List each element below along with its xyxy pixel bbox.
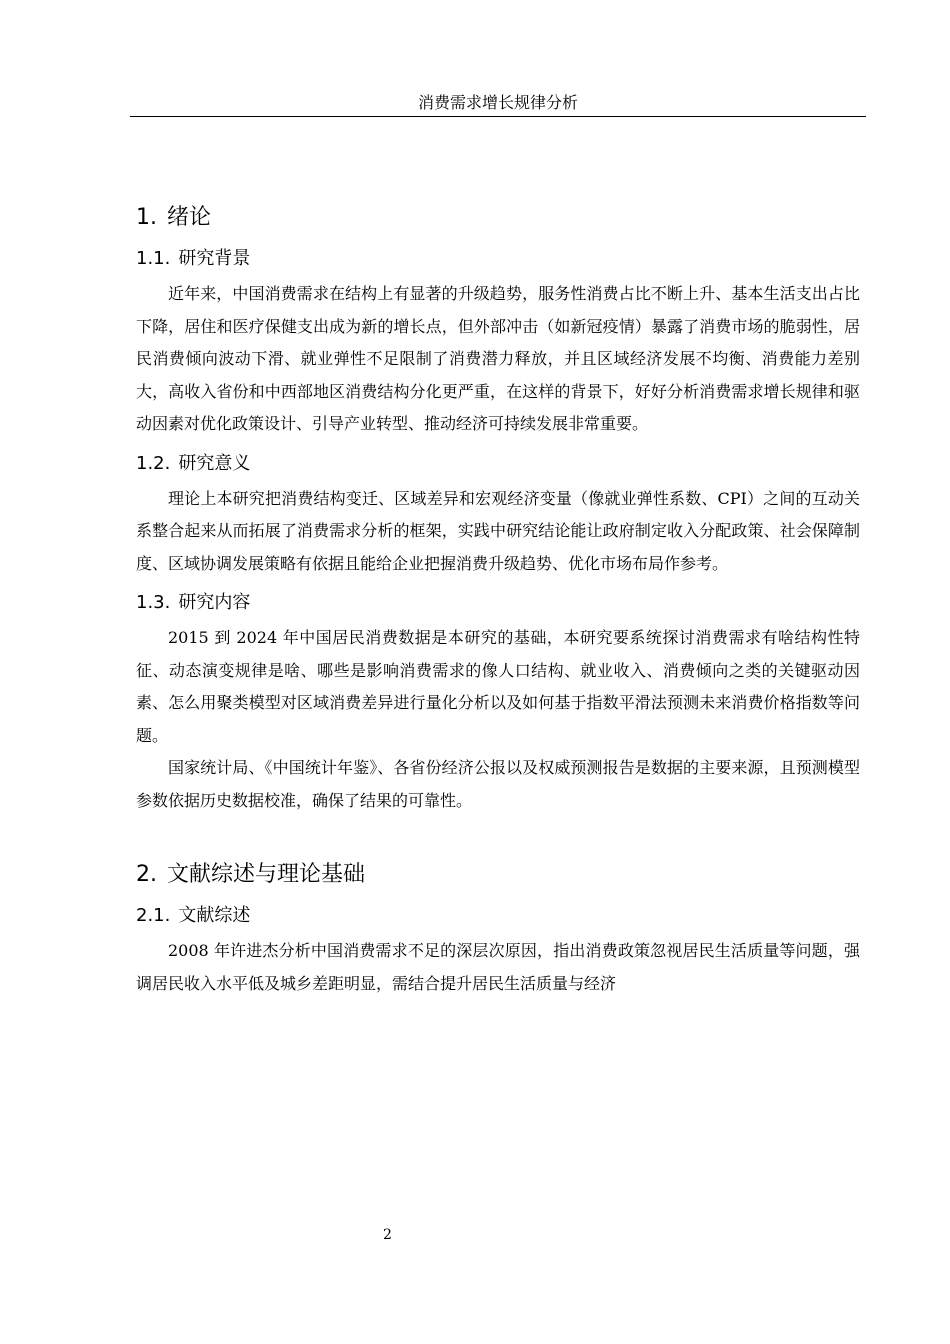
section-heading-1 bbox=[136, 196, 860, 240]
subsection-number: 1.1. bbox=[136, 248, 171, 269]
subsection-heading-1-1 bbox=[136, 240, 860, 278]
subsection-heading-1-2 bbox=[136, 445, 860, 483]
section-title: 绪论 bbox=[167, 205, 212, 230]
subsection-title: 文献综述 bbox=[178, 905, 251, 926]
page-number bbox=[0, 1226, 775, 1244]
subsection-heading-1-3 bbox=[136, 584, 860, 622]
running-header-title: 消费需求增长规律分析 bbox=[417, 93, 578, 112]
section-number: 2. bbox=[136, 862, 157, 887]
paragraph: 2008 年许进杰分析中国消费需求不足的深层次原因，指出消费政策忽视居民生活质量等问题，强调居民收入水平低及城乡差距明显，需结合提升居民生活质量与经济 bbox=[136, 941, 860, 993]
subsection-number: 2.1. bbox=[136, 905, 171, 926]
section-gap bbox=[136, 817, 860, 853]
document-body bbox=[136, 196, 860, 1000]
subsection-title: 研究背景 bbox=[178, 248, 251, 269]
section-number: 1. bbox=[136, 205, 157, 230]
page-number-text: 2 bbox=[383, 1227, 392, 1243]
paragraph: 近年来，中国消费需求在结构上有显著的升级趋势，服务性消费占比不断上升、基本生活支出占比下降，居住和医疗保健支出成为新的增长点，但外部冲击（如新冠疫情）暴露了消费市场的脆弱性，居民消费倾向波动下滑、就业弹性不足限制了消费潜力释放，并且区域经济发展不均衡、消费能力差别大，高收入省份和中西部地区消费结构分化更严重，在这样的背景下，好好分析消费需求增长规律和驱动因素对优化政策设计、引导产业转型、推动经济可持续发展非常重要。 bbox=[136, 284, 860, 433]
subsection-title: 研究意义 bbox=[178, 452, 251, 474]
paragraph: 国家统计局、《中国统计年鉴》、各省份经济公报以及权威预测报告是数据的主要来源，且预测模型参数依据历史数据校准，确保了结果的可靠性。 bbox=[136, 758, 860, 810]
subsection-title: 研究内容 bbox=[178, 592, 251, 613]
paragraph: 理论上本研究把消费结构变迁、区域差异和宏观经济变量（像就业弹性系数、CPI）之间的互动关系整合起来从而拓展了消费需求分析的框架，实践中研究结论能让政府制定收入分配政策、社会保障制度、区域协调发展策略有依据且能给企业把握消费升级趋势、优化市场布局作参考。 bbox=[136, 488, 860, 573]
subsection-number: 1.2. bbox=[136, 452, 171, 474]
section-heading-2 bbox=[136, 853, 860, 897]
subsection-number: 1.3. bbox=[136, 592, 171, 613]
paragraph: 2015 到 2024 年中国居民消费数据是本研究的基础，本研究要系统探讨消费需求有啥结构性特征、动态演变规律是啥、哪些是影响消费需求的像人口结构、就业收入、消费倾向之类的关键驱动因素、怎么用聚类模型对区域消费差异进行量化分析以及如何基于指数平滑法预测未来消费价格指数等问题。 bbox=[136, 628, 860, 745]
section-title: 文献综述与理论基础 bbox=[167, 862, 366, 887]
subsection-heading-2-1 bbox=[136, 897, 860, 935]
running-header bbox=[130, 92, 866, 117]
